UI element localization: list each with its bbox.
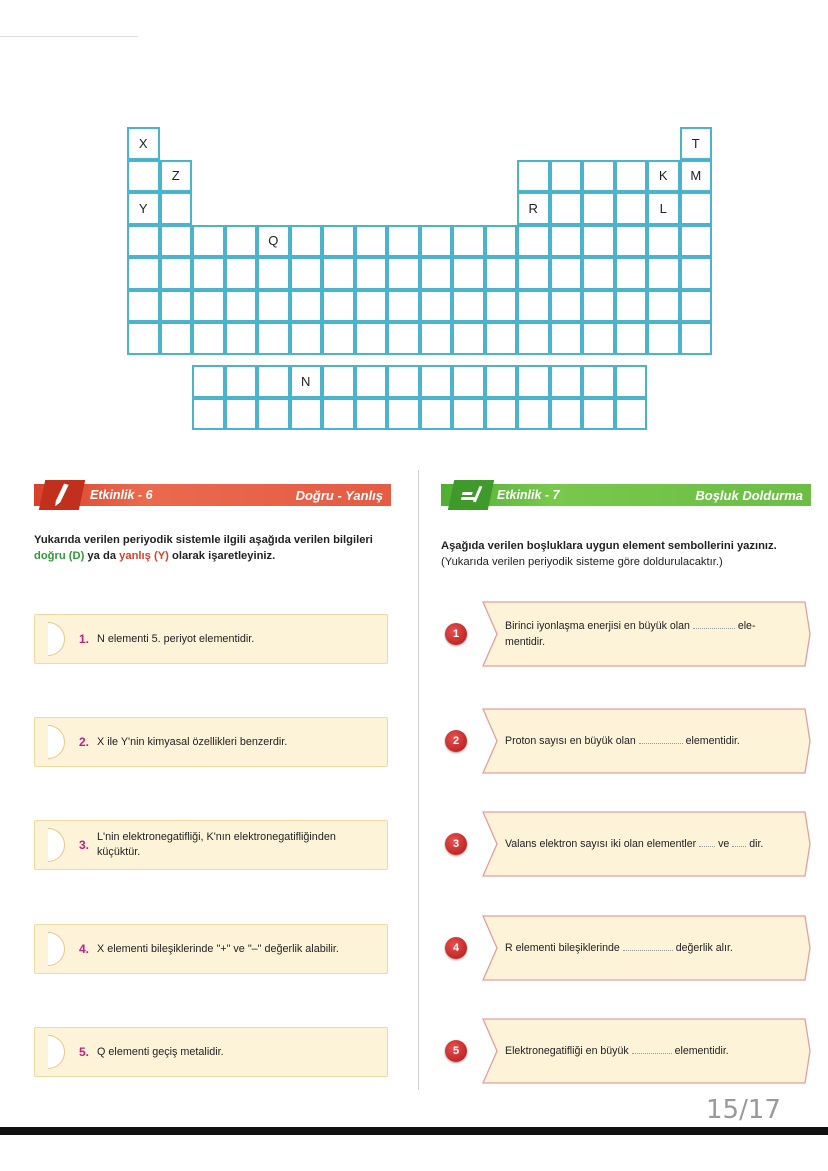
fill-blank-item	[443, 708, 811, 774]
answer-blank[interactable]	[639, 743, 683, 744]
element-cell-m: M	[680, 160, 713, 193]
element-cell	[647, 257, 680, 290]
element-cell	[290, 225, 323, 258]
element-cell	[517, 365, 550, 398]
fill-blank-item	[443, 811, 811, 877]
element-cell	[550, 192, 583, 225]
element-cell	[452, 290, 485, 323]
element-cell	[485, 290, 518, 323]
element-cell	[387, 322, 420, 355]
element-cell	[582, 225, 615, 258]
element-cell	[452, 365, 485, 398]
element-cell	[387, 398, 420, 431]
element-cell-k: K	[647, 160, 680, 193]
element-cell	[582, 365, 615, 398]
statement-text: L'nin elektronegatifliği, K'nın elektronegatifliğinden küçüktür.	[97, 831, 336, 858]
fill-text: R elementi bileşiklerinde değerlik alır.	[505, 942, 733, 954]
element-cell	[290, 290, 323, 323]
element-cell	[680, 257, 713, 290]
item-number-badge: 3	[445, 833, 467, 855]
fill-text: Valans elektron sayısı iki olan elementler ve dir.	[505, 838, 764, 850]
item-number-badge: 2	[445, 730, 467, 752]
element-cell	[420, 398, 453, 431]
element-cell	[160, 225, 193, 258]
activity6-label: Etkinlik - 6	[90, 488, 153, 502]
element-cell	[517, 290, 550, 323]
activity7-intro	[441, 538, 821, 570]
element-cell	[387, 225, 420, 258]
element-cell	[127, 290, 160, 323]
element-cell	[355, 257, 388, 290]
statement-text: Q elementi geçiş metalidir.	[97, 1045, 224, 1058]
element-cell	[485, 365, 518, 398]
statement-text: X elementi bileşiklerinde "+" ve "–" değerlik alabilir.	[97, 942, 339, 955]
element-cell-r: R	[517, 192, 550, 225]
item-number-badge: 5	[445, 1040, 467, 1062]
activity6-intro	[34, 532, 414, 564]
intro-mid: ya da	[84, 550, 120, 562]
intro-yanlis: yanlış (Y)	[119, 550, 169, 562]
fill-text: Proton sayısı en büyük olan elementidir.	[505, 735, 740, 747]
element-cell	[680, 192, 713, 225]
element-cell-z: Z	[160, 160, 193, 193]
element-cell	[355, 365, 388, 398]
element-cell	[322, 398, 355, 431]
element-cell	[550, 257, 583, 290]
activity7-intro-line2: (Yukarıda verilen periyodik sisteme göre doldurulacaktır.)	[441, 556, 723, 568]
element-cell	[192, 398, 225, 431]
element-cell	[420, 290, 453, 323]
statement-text: N elementi 5. periyot elementidir.	[97, 632, 255, 645]
statement-number: 3.	[79, 837, 90, 852]
element-cell-q: Q	[257, 225, 290, 258]
element-cell	[257, 365, 290, 398]
element-cell	[225, 398, 258, 431]
statement-number: 5.	[79, 1044, 90, 1059]
element-cell	[615, 225, 648, 258]
element-cell	[485, 398, 518, 431]
intro-end: olarak işaretleyiniz.	[168, 550, 276, 562]
element-cell	[290, 257, 323, 290]
element-cell	[615, 192, 648, 225]
activity7-intro-line1: Aşağıda verilen boşluklara uygun element sembollerini yazınız.	[441, 540, 777, 552]
element-cell-t: T	[680, 127, 713, 160]
element-cell	[160, 192, 193, 225]
element-cell	[647, 290, 680, 323]
element-cell	[355, 322, 388, 355]
statement-number: 2.	[79, 734, 90, 749]
element-cell	[615, 365, 648, 398]
fill-blank-item	[443, 915, 811, 981]
element-cell	[225, 290, 258, 323]
fill-blank-item	[443, 1018, 811, 1084]
element-cell	[582, 160, 615, 193]
element-cell	[420, 322, 453, 355]
element-cell	[517, 257, 550, 290]
element-cell	[355, 290, 388, 323]
element-cell	[290, 398, 323, 431]
activity6-intro-line1: Yukarıda verilen periyodik sistemle ilgili aşağıda verilen bilgileri	[34, 534, 373, 546]
element-cell	[355, 398, 388, 431]
element-cell	[550, 365, 583, 398]
intro-dogru: doğru (D)	[34, 550, 85, 562]
column-divider	[418, 470, 419, 1090]
activity7-banner	[441, 484, 811, 506]
answer-blank[interactable]	[732, 846, 746, 847]
element-cell	[225, 365, 258, 398]
element-cell-y: Y	[127, 192, 160, 225]
element-cell	[550, 398, 583, 431]
element-cell	[582, 398, 615, 431]
answer-blank[interactable]	[623, 950, 673, 951]
element-cell	[257, 322, 290, 355]
element-cell	[680, 225, 713, 258]
item-number-badge: 4	[445, 937, 467, 959]
element-cell	[225, 225, 258, 258]
element-cell	[160, 290, 193, 323]
item-number-badge: 1	[445, 623, 467, 645]
element-cell	[615, 322, 648, 355]
element-cell	[517, 398, 550, 431]
element-cell	[257, 398, 290, 431]
element-cell	[452, 322, 485, 355]
fill-blank-item	[443, 601, 811, 667]
pencil-icon	[39, 480, 85, 510]
statement-number: 4.	[79, 941, 90, 956]
element-cell	[225, 257, 258, 290]
element-cell	[680, 290, 713, 323]
element-cell	[387, 290, 420, 323]
activity6-type: Doğru - Yanlış	[295, 488, 383, 503]
element-cell	[517, 160, 550, 193]
element-cell	[452, 225, 485, 258]
element-cell	[192, 322, 225, 355]
element-cell	[485, 322, 518, 355]
element-cell	[647, 322, 680, 355]
answer-blank[interactable]	[693, 628, 735, 629]
element-cell	[420, 225, 453, 258]
element-cell	[582, 290, 615, 323]
element-cell	[192, 257, 225, 290]
element-cell	[420, 257, 453, 290]
answer-blank[interactable]	[699, 846, 715, 847]
element-cell	[485, 225, 518, 258]
statement-box[interactable]	[34, 717, 388, 767]
top-rule	[0, 36, 138, 37]
element-cell	[485, 257, 518, 290]
element-cell	[322, 290, 355, 323]
element-cell	[550, 322, 583, 355]
element-cell	[127, 257, 160, 290]
element-cell-n: N	[290, 365, 323, 398]
element-cell	[550, 225, 583, 258]
element-cell	[192, 365, 225, 398]
answer-blank[interactable]	[632, 1053, 672, 1054]
fill-text: Birinci iyonlaşma enerjisi en büyük olan ele- mentidir.	[505, 620, 756, 648]
element-cell	[452, 257, 485, 290]
element-cell	[582, 257, 615, 290]
statement-text: X ile Y'nin kimyasal özellikleri benzerdir.	[97, 735, 288, 748]
element-cell	[127, 225, 160, 258]
element-cell	[615, 160, 648, 193]
element-cell	[615, 290, 648, 323]
element-cell	[127, 160, 160, 193]
element-cell	[290, 322, 323, 355]
element-cell	[192, 225, 225, 258]
element-cell	[387, 257, 420, 290]
statement-box[interactable]	[34, 614, 388, 664]
activity7-label: Etkinlik - 7	[497, 488, 560, 502]
element-cell	[322, 225, 355, 258]
fill-text: Elektronegatifliği en büyük elementidir.	[505, 1045, 729, 1057]
pencil-icon	[448, 480, 494, 510]
element-cell	[257, 290, 290, 323]
element-cell	[387, 365, 420, 398]
statement-box[interactable]	[34, 924, 388, 974]
element-cell	[647, 225, 680, 258]
element-cell	[322, 365, 355, 398]
element-cell	[680, 322, 713, 355]
element-cell	[225, 322, 258, 355]
element-cell	[355, 225, 388, 258]
element-cell	[517, 225, 550, 258]
statement-box[interactable]	[34, 820, 388, 870]
element-cell	[615, 257, 648, 290]
periodic-table	[127, 127, 710, 437]
element-cell	[160, 322, 193, 355]
element-cell	[420, 365, 453, 398]
element-cell	[452, 398, 485, 431]
statement-number: 1.	[79, 631, 90, 646]
activity7-type: Boşluk Doldurma	[695, 488, 803, 503]
element-cell	[192, 290, 225, 323]
element-cell-x: X	[127, 127, 160, 160]
element-cell	[582, 192, 615, 225]
element-cell	[322, 257, 355, 290]
element-cell	[550, 160, 583, 193]
page-number: 15/17	[706, 1095, 781, 1125]
element-cell	[322, 322, 355, 355]
element-cell	[615, 398, 648, 431]
element-cell	[550, 290, 583, 323]
element-cell	[257, 257, 290, 290]
element-cell-l: L	[647, 192, 680, 225]
statement-box[interactable]	[34, 1027, 388, 1077]
element-cell	[582, 322, 615, 355]
bottom-bar	[0, 1127, 828, 1135]
activity6-banner	[34, 484, 391, 506]
element-cell	[517, 322, 550, 355]
element-cell	[127, 322, 160, 355]
element-cell	[160, 257, 193, 290]
